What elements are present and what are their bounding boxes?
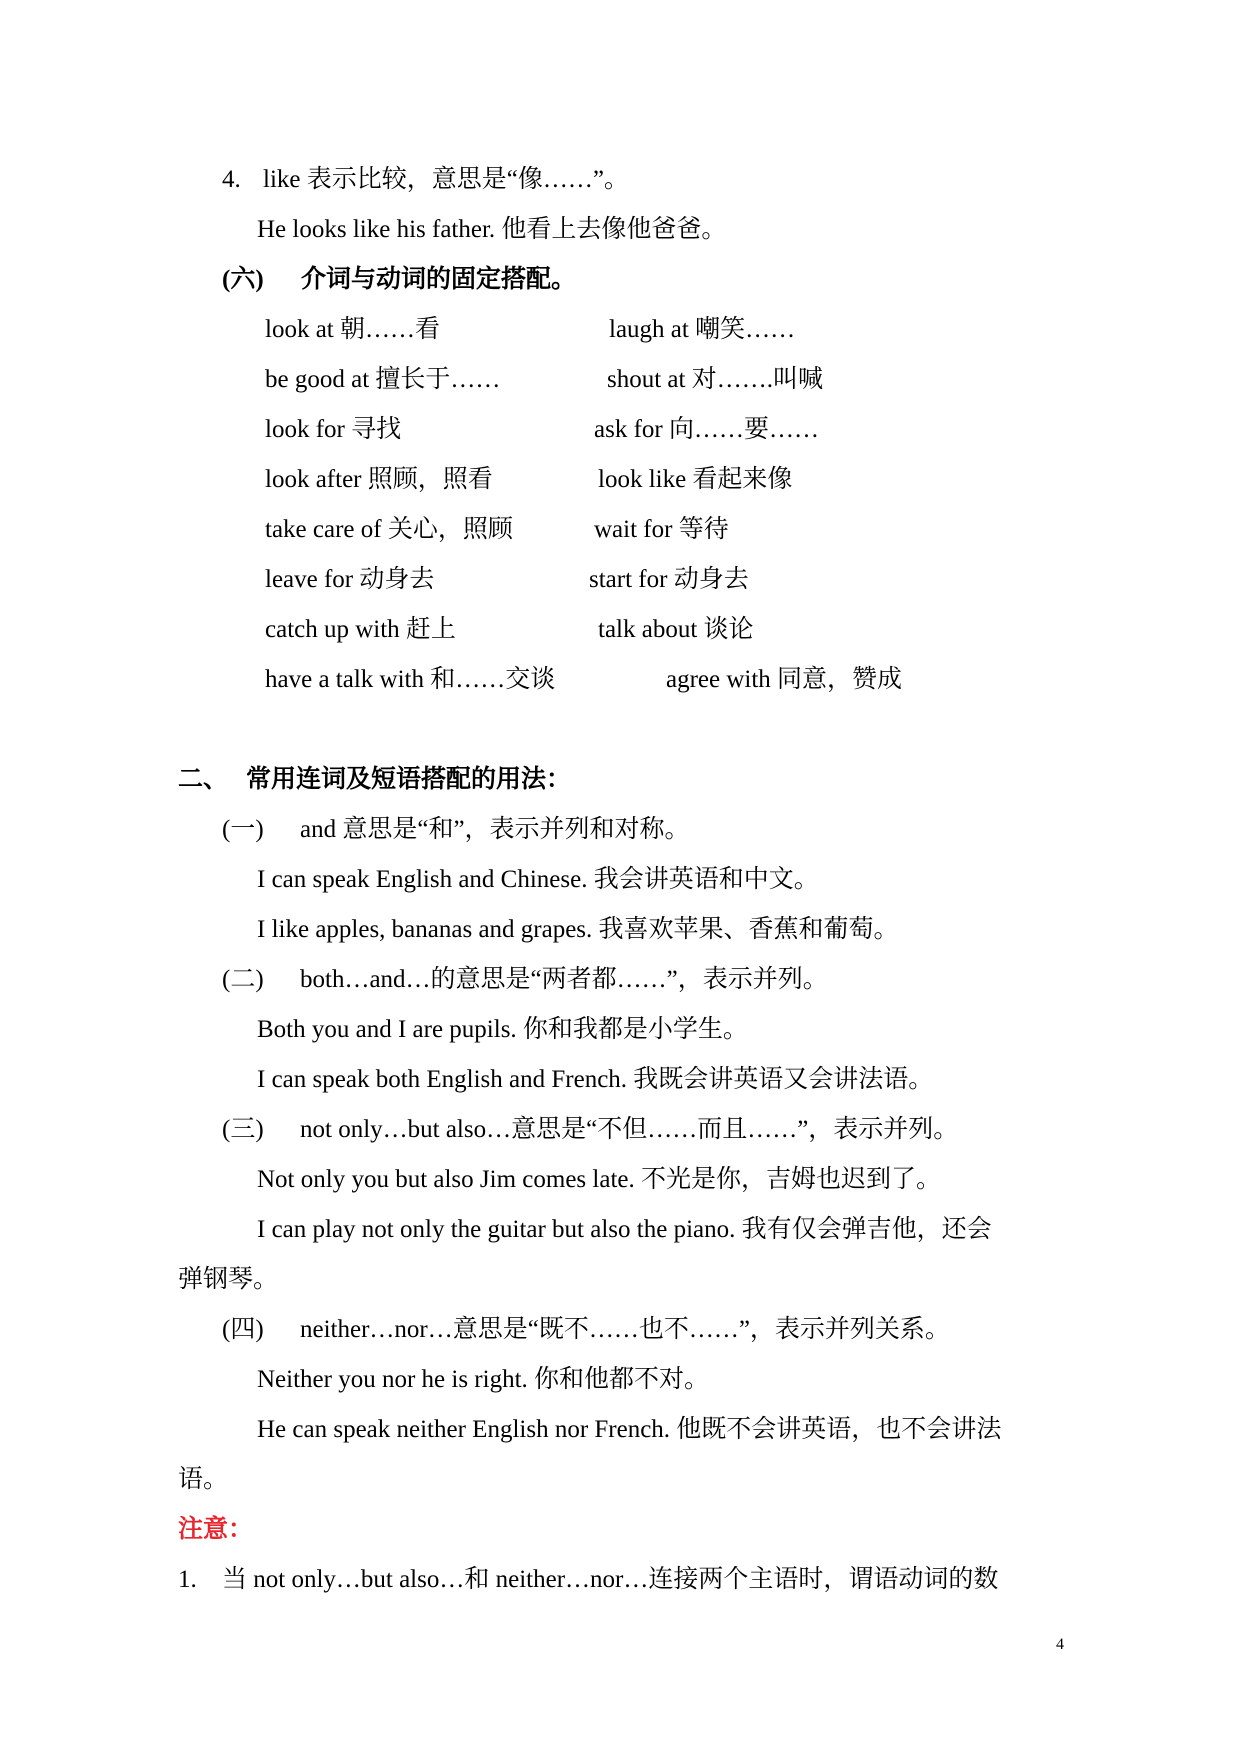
subsection-3-marker: (三): [222, 1116, 264, 1143]
phrase-right: ask for 向……要……: [594, 416, 819, 443]
phrase-right: agree with 同意，赞成: [666, 666, 903, 693]
phrase-right: shout at 对…….叫喊: [607, 366, 823, 393]
note-1-text: 当 not only…but also…和 neither…nor…连接两个主语时，谓语动词的数: [222, 1566, 999, 1593]
phrase-right: look like 看起来像: [598, 466, 793, 493]
example-sentence: Not only you but also Jim comes late. 不光是你，吉姆也迟到了。: [257, 1166, 941, 1193]
section-6-marker: (六): [222, 266, 264, 293]
subsection-1-text: and 意思是“和”，表示并列和对称。: [300, 816, 690, 843]
phrase-left: be good at 擅长于……: [265, 366, 501, 393]
subsection-2-text: both…and…的意思是“两者都……”，表示并列。: [300, 966, 828, 993]
example-sentence: Neither you nor he is right. 你和他都不对。: [257, 1366, 710, 1393]
item-4-text: like 表示比较，意思是“像……”。: [263, 166, 629, 193]
phrase-right: start for 动身去: [589, 566, 749, 593]
phrase-left: have a talk with 和……交谈: [265, 666, 556, 693]
phrase-left: leave for 动身去: [265, 566, 435, 593]
item-4-number: 4.: [222, 166, 241, 193]
example-sentence: I can speak both English and French. 我既会讲英语又会讲法语。: [257, 1066, 934, 1093]
subsection-4-marker: (四): [222, 1316, 264, 1343]
example-sentence: I like apples, bananas and grapes. 我喜欢苹果、香蕉和葡萄。: [257, 916, 899, 943]
example-sentence: Both you and I are pupils. 你和我都是小学生。: [257, 1016, 748, 1043]
phrase-right: laugh at 嘲笑……: [609, 316, 796, 343]
example-sentence: He can speak neither English nor French. 他既不会讲英语，也不会讲法: [257, 1416, 1002, 1443]
page-number: 4: [1056, 1636, 1064, 1653]
note-1-number: 1.: [178, 1566, 197, 1593]
example-sentence: I can play not only the guitar but also the piano. 我有仅会弹吉他，还会: [257, 1216, 992, 1243]
example-sentence-continued: 弹钢琴。: [178, 1266, 279, 1293]
phrase-right: talk about 谈论: [598, 616, 754, 643]
part-2-title: 常用连词及短语搭配的用法：: [246, 766, 572, 793]
note-heading: 注意：: [178, 1516, 254, 1543]
example-sentence-continued: 语。: [178, 1466, 229, 1493]
subsection-1-marker: (一): [222, 816, 264, 843]
subsection-3-text: not only…but also…意思是“不但……而且……”，表示并列。: [300, 1116, 959, 1143]
example-sentence: I can speak English and Chinese. 我会讲英语和中文。: [257, 866, 819, 893]
part-2-marker: 二、: [178, 766, 229, 793]
subsection-4-text: neither…nor…意思是“既不……也不……”，表示并列关系。: [300, 1316, 950, 1343]
section-6-title: 介词与动词的固定搭配。: [301, 266, 577, 293]
phrase-left: look after 照顾，照看: [265, 466, 493, 493]
phrase-left: look at 朝……看: [265, 316, 440, 343]
example-like: He looks like his father. 他看上去像他爸爸。: [257, 216, 727, 243]
phrase-left: take care of 关心，照顾: [265, 516, 513, 543]
phrase-left: look for 寻找: [265, 416, 402, 443]
subsection-2-marker: (二): [222, 966, 264, 993]
phrase-right: wait for 等待: [594, 516, 729, 543]
phrase-left: catch up with 赶上: [265, 616, 456, 643]
